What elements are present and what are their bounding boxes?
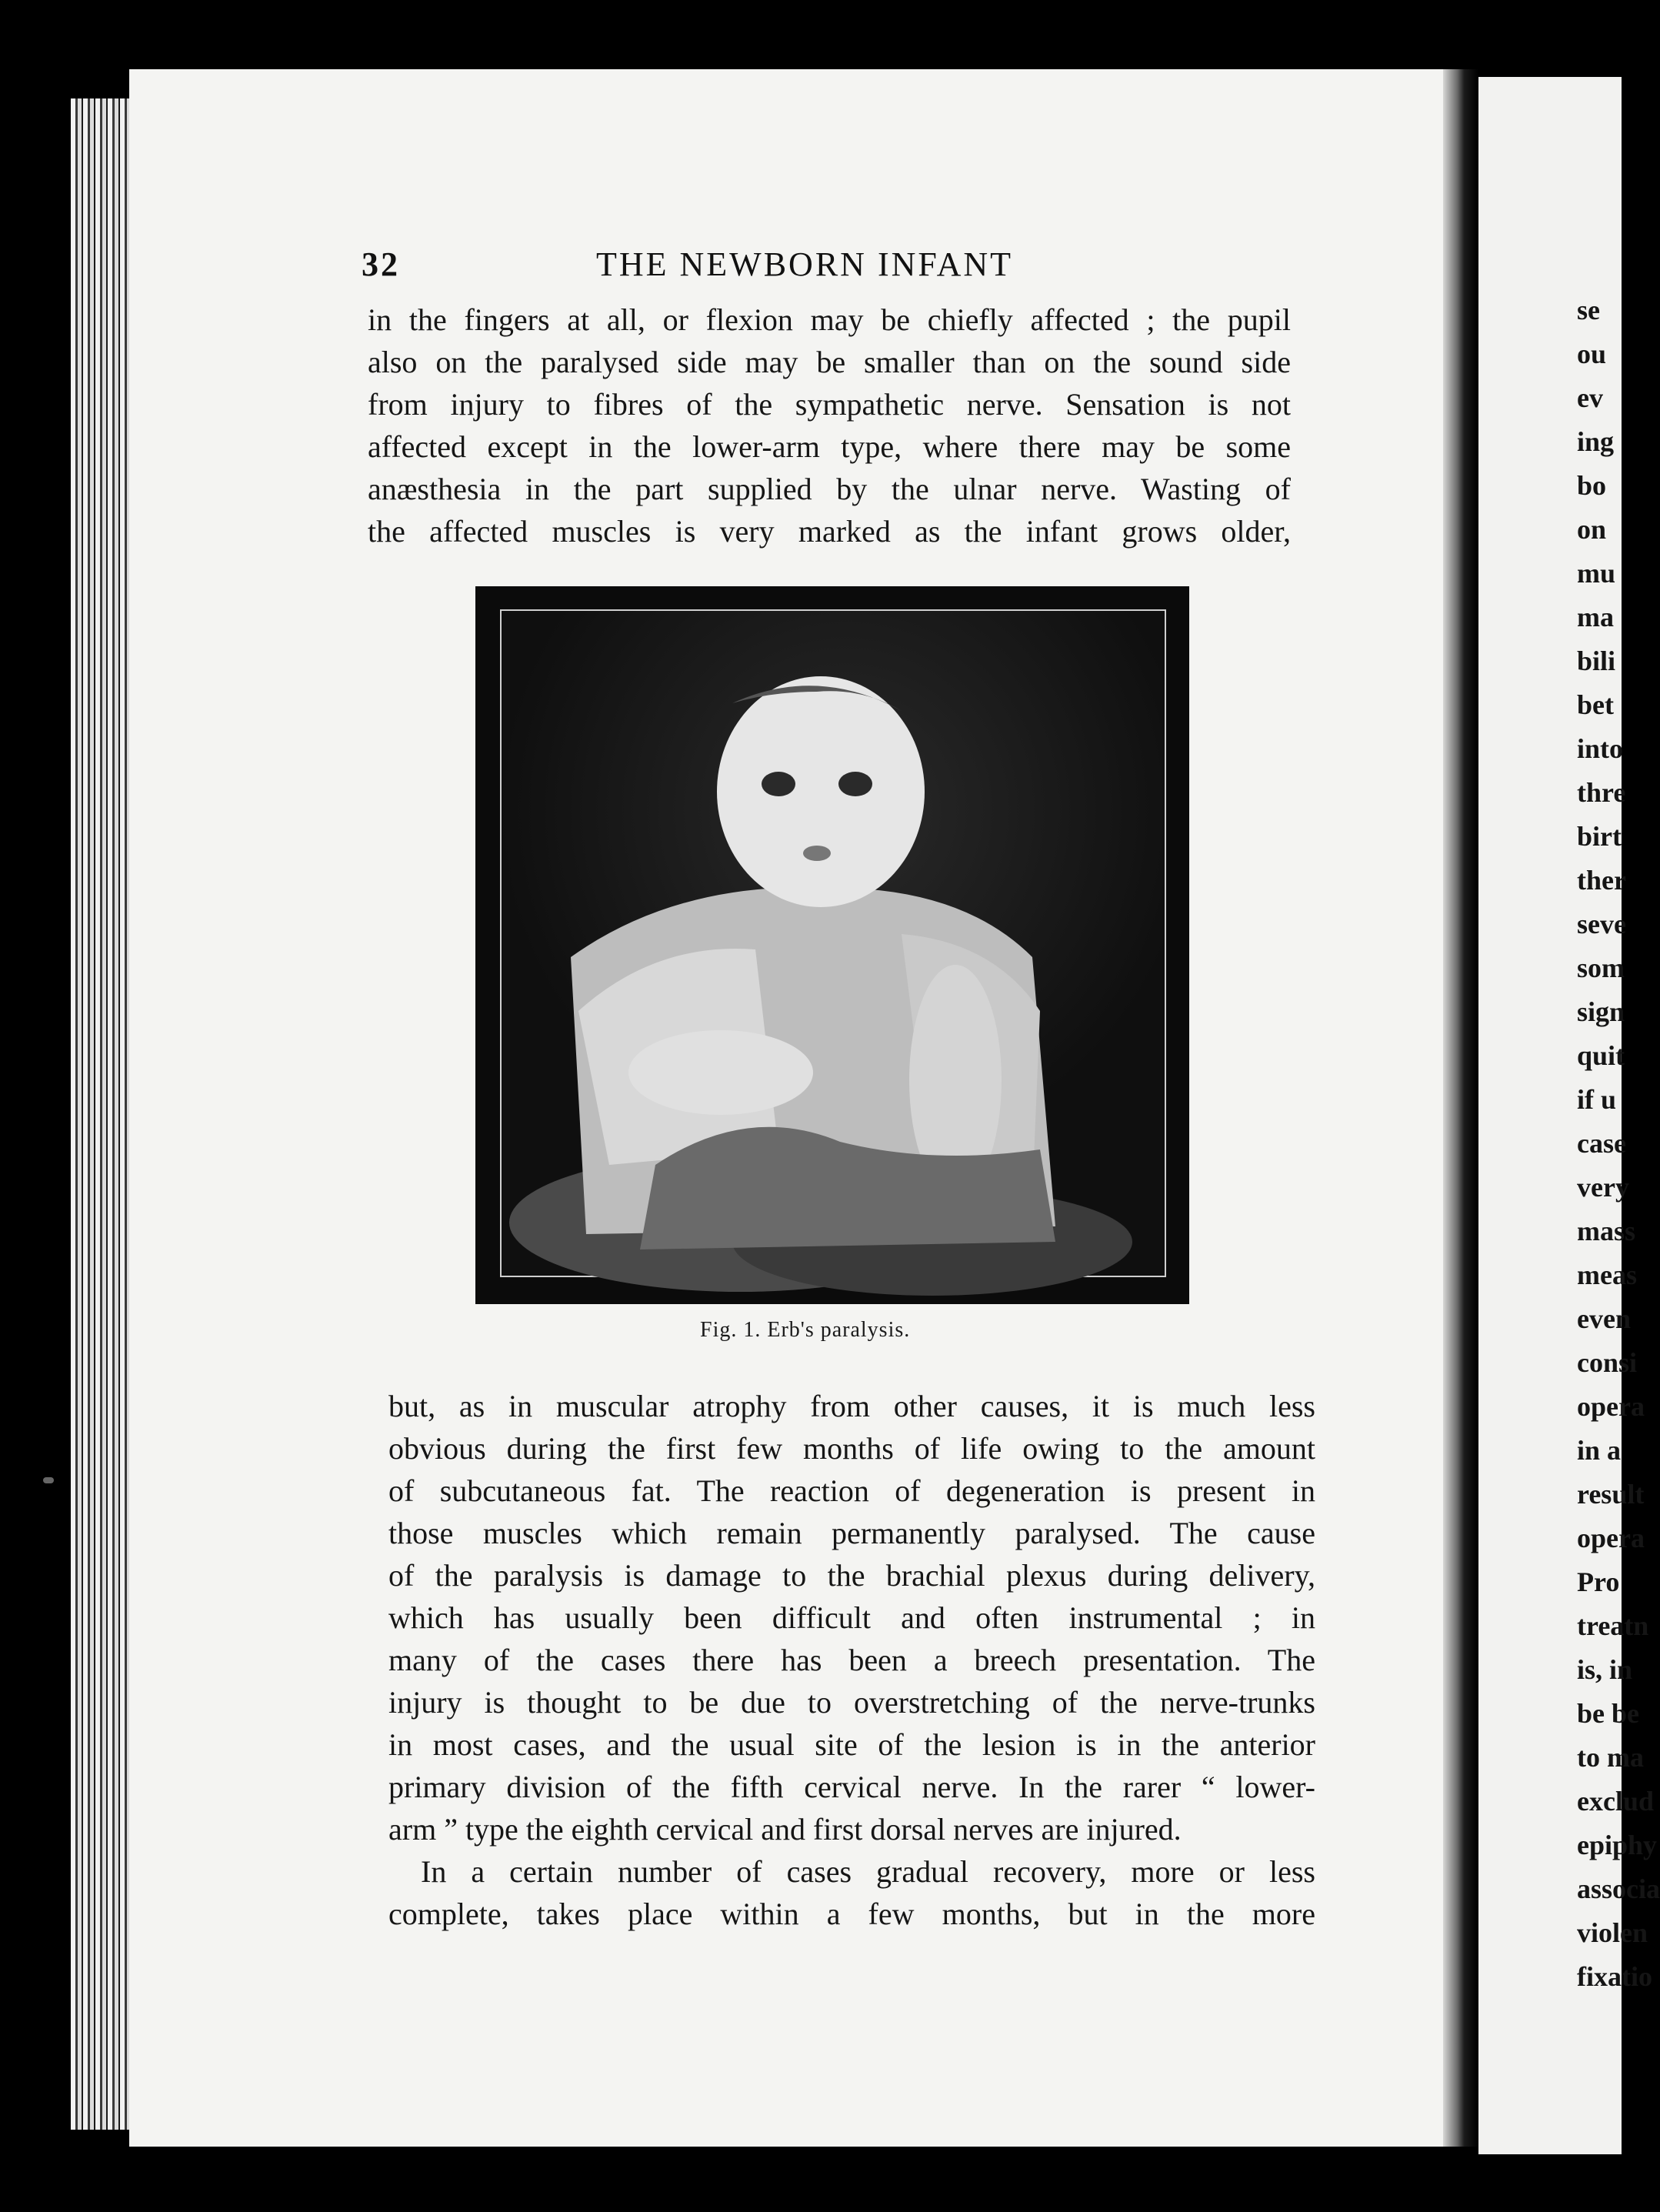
text-line: the affected muscles is very marked as the infant grows older, xyxy=(368,514,1291,549)
right-page-line: birt xyxy=(1577,821,1622,852)
text-line: primary division of the fifth cervical nerve. In the rarer “ lower- xyxy=(388,1770,1315,1804)
figure-photograph xyxy=(475,586,1189,1304)
text-line: affected except in the lower-arm type, where there may be some xyxy=(368,429,1291,464)
right-page-line: bet xyxy=(1577,689,1614,720)
running-title: THE NEWBORN INFANT xyxy=(596,245,1014,283)
right-page-line: consi xyxy=(1577,1347,1638,1378)
text-line: In a certain number of cases gradual recovery, more or less xyxy=(421,1854,1315,1889)
scan-speck xyxy=(43,1477,54,1483)
right-page-line: ev xyxy=(1577,382,1603,413)
right-page-line: even xyxy=(1577,1303,1631,1334)
right-page-line: ma xyxy=(1577,602,1614,632)
right-page-line: mu xyxy=(1577,558,1616,589)
right-page-line: if u xyxy=(1577,1084,1617,1115)
right-page-line: very xyxy=(1577,1172,1629,1203)
text-line: in the fingers at all, or flexion may be chiefly affected ; the pupil xyxy=(368,302,1291,337)
text-line: complete, takes place within a few months, but in the more xyxy=(388,1897,1315,1931)
right-page-line: in a xyxy=(1577,1435,1622,1466)
right-page-line: sign xyxy=(1577,996,1625,1027)
right-page-line: seve xyxy=(1577,909,1626,939)
text-line: in most cases, and the usual site of the lesion is in the anterior xyxy=(388,1727,1315,1762)
text-line: of subcutaneous fat. The reaction of degeneration is present in xyxy=(388,1473,1315,1508)
right-page-line: fixatio xyxy=(1577,1961,1652,1992)
right-page-line: quit xyxy=(1577,1040,1625,1071)
body-text-top xyxy=(368,299,1291,552)
right-page-line: opera xyxy=(1577,1523,1645,1553)
right-page-text xyxy=(1577,289,1660,1999)
right-page-line: case xyxy=(1577,1128,1626,1159)
book-page-edges xyxy=(71,98,131,2130)
right-page-line: Pro xyxy=(1577,1566,1620,1597)
right-page-line: is, in xyxy=(1577,1654,1633,1685)
right-page-line: ou xyxy=(1577,339,1607,369)
text-line: those muscles which remain permanently paralysed. The cause xyxy=(388,1516,1315,1550)
text-line: arm ” type the eighth cervical and first dorsal nerves are injured. xyxy=(388,1812,1182,1847)
text-line: many of the cases there has been a breech presentation. The xyxy=(388,1643,1315,1677)
text-line: also on the paralysed side may be smaller than on the sound side xyxy=(368,345,1291,379)
right-page-line: treatn xyxy=(1577,1610,1649,1641)
text-line: of the paralysis is damage to the brachial plexus during delivery, xyxy=(388,1558,1315,1593)
body-text-bottom xyxy=(388,1385,1315,1935)
right-page-line: to ma xyxy=(1577,1742,1644,1773)
right-page-line: into xyxy=(1577,733,1624,764)
right-page-line: be be xyxy=(1577,1698,1639,1729)
right-page-line: associa xyxy=(1577,1873,1660,1904)
page-number: 32 xyxy=(362,245,400,283)
right-page-line: bili xyxy=(1577,646,1616,676)
right-page-line: exclud xyxy=(1577,1786,1655,1817)
right-page-line: meas xyxy=(1577,1259,1637,1290)
text-line: anæsthesia in the part supplied by the ulnar nerve. Wasting of xyxy=(368,472,1291,506)
right-page-line: on xyxy=(1577,514,1607,545)
infant-photo xyxy=(502,611,1165,1276)
right-page-line: ther xyxy=(1577,865,1626,896)
book-gutter xyxy=(1443,69,1478,2147)
right-page-line: ing xyxy=(1577,426,1615,457)
right-page-line: bo xyxy=(1577,470,1607,501)
right-page-line: result xyxy=(1577,1479,1645,1510)
text-line: injury is thought to be due to overstretching of the nerve-trunks xyxy=(388,1685,1315,1720)
right-page-line: mass xyxy=(1577,1216,1636,1246)
right-page-line: epiphy xyxy=(1577,1830,1658,1860)
right-page-line: se xyxy=(1577,295,1600,325)
right-page-line: thre xyxy=(1577,777,1626,808)
text-line: obvious during the first few months of life owing to the amount xyxy=(388,1431,1315,1466)
right-page-line: opera xyxy=(1577,1391,1645,1422)
right-page-line: som xyxy=(1577,953,1625,983)
figure-caption: Fig. 1. Erb's paralysis. xyxy=(700,1318,911,1342)
right-page-line: violen xyxy=(1577,1917,1648,1948)
photo-frame xyxy=(500,609,1166,1277)
text-line: which has usually been difficult and often instrumental ; in xyxy=(388,1600,1315,1635)
text-line: but, as in muscular atrophy from other causes, it is much less xyxy=(388,1389,1315,1423)
text-line: from injury to fibres of the sympathetic nerve. Sensation is not xyxy=(368,387,1291,422)
